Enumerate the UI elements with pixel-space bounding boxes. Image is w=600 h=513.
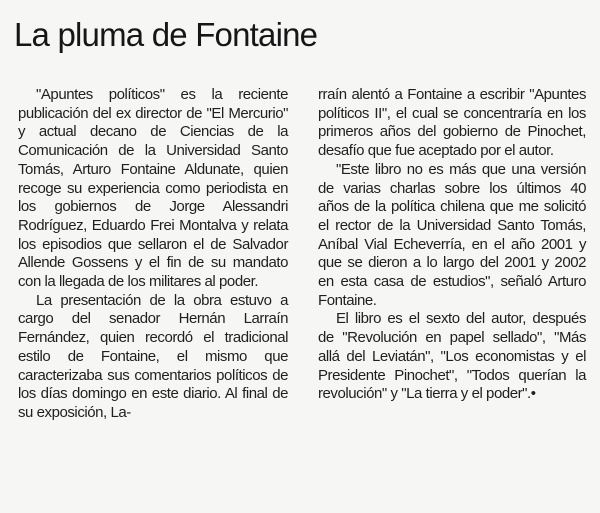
paragraph: "Este libro no es más que una versión de varias charlas sobre los últimos 40 años de la política chilena que me solicitó el rector de la Universidad Santo Tomás, Aníbal Vial Echeverría, en el año 2001 y que se dieron a lo largo del 2001 y 2002 en esta casa de estudios", señaló Arturo Fontaine.: [318, 160, 586, 309]
article-column-left: [18, 86, 288, 423]
paragraph: "Apuntes políticos" es la reciente publicación del ex director de "El Mercurio" y actual decano de Ciencias de la Comunicación de la Universidad Santo Tomás, Arturo Fontaine Aldunate, quien recoge su experiencia como periodista en los gobiernos de Jorge Alessandri Rodríguez, Eduardo Frei Montalva y relata los episodios que sellaron el de Salvador Allende Gossens y el fin de su mandato con la llegada de los militares al poder.: [18, 86, 288, 291]
article-column-right: [318, 86, 586, 404]
paragraph: La presentación de la obra estuvo a cargo del senador Hernán Larraín Fernández, quien recordó el tradicional estilo de Fontaine, el mismo que caracterizaba sus comentarios políticos de los días domingo en este diario. Al final de su exposición, La-: [18, 291, 288, 421]
article-headline: La pluma de Fontaine: [14, 16, 318, 53]
paragraph: El libro es el sexto del autor, después de "Revolución en papel sellado", "Más allá del Leviatán", "Los economistas y el Presidente Pinochet", "Todos querían la revolución" y "La tierra y el poder".•: [318, 310, 586, 403]
paragraph: rraín alentó a Fontaine a escribir "Apuntes políticos II", el cual se concentraría en los primeros años del gobierno de Pinochet, desafío que fue aceptado por el autor.: [318, 86, 586, 160]
